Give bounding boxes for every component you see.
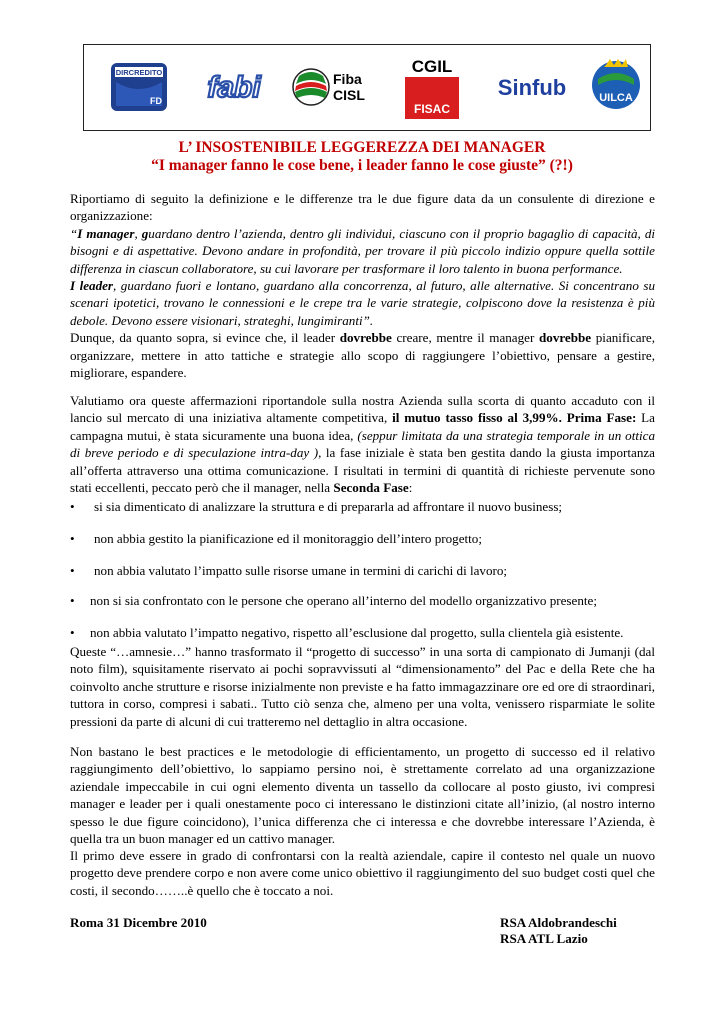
sinfub-label: Sinfub	[497, 75, 567, 100]
prima-fase-label: Prima Fase:	[566, 410, 637, 426]
bullet-dot: •	[70, 625, 75, 640]
sinfub-logo	[492, 59, 572, 115]
fiba-cisl-logo	[289, 59, 369, 115]
bullet-text: non abbia valutato l’impatto sulle risorse umane in termini di carichi di lavoro;	[94, 563, 508, 578]
dovrebbe-2: dovrebbe	[538, 330, 592, 346]
logo-header	[83, 44, 651, 131]
fiba-label: Fiba	[333, 71, 362, 87]
bullet-text: si sia dimenticato di analizzare la struttura e di prepararla ad affrontare il nuovo business;	[94, 499, 563, 514]
cisl-label: CISL	[333, 87, 365, 103]
page-title: L’ INSOSTENIBILE LEGGEREZZA DEI MANAGER	[178, 139, 546, 156]
evaluation-paragraph	[70, 392, 655, 496]
dunque-sentence	[70, 329, 655, 381]
uilca-logo	[588, 55, 644, 117]
manager-text: uardano dentro l’azienda, dentro gli individui, ciascuno con il proprio bagaglio di capacità, di bisogni e di aspettative. Devono andare in profondità, per trovare il più piccolo indizio oppure quella sottile differenza in ciascun collaboratore, su cui lavorare per trasformare il loro talento in buona performance.	[70, 225, 656, 276]
fisac-label: FISAC	[414, 102, 450, 116]
p2-c: , la fase iniziale è stata ben gestita dando la giusta importanza all’offerta attraverso una ottima comunicazione. I risultati in termini di quantità di richieste pervenute sono stati eccellenti, peccato però che il manager, nella	[70, 445, 655, 496]
dovrebbe-1: dovrebbe	[339, 330, 392, 346]
p2-a: Valutiamo ora queste affermazioni riportandole sulla nostra Azienda sulla scorta di quanto accaduto con il lancio sul mercato di una iniziativa altamente competitiva,	[70, 393, 655, 426]
p2-italic: (seppur limitata da una strategia temporale in un ottica di breve periodo e di speculazione intra-day )	[70, 427, 655, 461]
p2-b: La campagna mutui, è stata sicuramente una buona idea,	[70, 410, 655, 443]
manager-open-quote: “	[70, 225, 78, 241]
bullet-dot: •	[70, 531, 75, 546]
signature-2: RSA ATL Lazio	[500, 931, 588, 946]
p3-text: Queste “…amnesie…” hanno trasformato il “progetto di successo” in una sorta di campionato di Jumanji (dal noto film), squisitamente riservato ai pochi sopravvissuti al “dimensionamento” del Pac e della Rete che ha coinvolto anche strutture e risorse inizialmente non previste e ha fatto immagazzinare ore ed ore di straordinari, tuttora in corso, compresi i sabati.. Tutto ciò senza che, almeno per una volta, venissero risparmiate le solite pressioni da parte di alcuni di cui tratteremo nel dettaglio in altra occasione.	[70, 644, 655, 729]
definitions-intro: Riportiamo di seguito la definizione e le differenze tra le due figure data da un consulente di direzione e organizzazione:	[70, 191, 655, 224]
manager-definition	[70, 225, 655, 277]
dircredito-label: DIRCREDITO	[115, 68, 163, 77]
leader-definition	[70, 277, 655, 329]
dunque-b: creare, mentre il manager	[391, 330, 539, 346]
conclusion-paragraph	[70, 847, 655, 899]
cgil-label: CGIL	[411, 57, 453, 76]
p2-d: :	[408, 480, 413, 496]
bullet-text: non abbia gestito la pianificazione ed il monitoraggio dell’intero progetto;	[94, 531, 482, 546]
bullet-dot: •	[70, 593, 75, 608]
mutuo-highlight: il mutuo tasso fisso al 3,99%.	[392, 410, 562, 426]
best-practices-paragraph	[70, 743, 655, 847]
manager-term: I manager	[77, 225, 135, 241]
signature-1: RSA Aldobrandeschi	[500, 915, 617, 930]
fabi-label: fabi	[207, 71, 261, 104]
p4-text: Non bastano le best practices e le metodologie di efficientamento, un progetto di successo ed il relativo raggiungimento dell’obiettivo, lo sappiamo persino noi, è strettamente correlato ad una organizzazione aziendale impeccabile in cui ogni elemento diventa un tassello da collocare al posto giusto, ivi compresi manager e leader per i quali onestamente poco ci interessano le distinzioni citate all’inizio, (al nostro interno spesso le due figure coincidono), l’unica differenza che ci interessa e che dovrebbe interessare l’Azienda, è quella tra un buon manager ed un cattivo manager.	[70, 744, 655, 847]
bullet-dot: •	[70, 563, 75, 578]
date-line: Roma 31 Dicembre 2010	[70, 915, 207, 930]
bullet-dot: •	[70, 499, 75, 514]
dircredito-sub: FD	[150, 96, 162, 106]
dunque-c: pianificare, organizzare, mettere in atto tattiche e strategie allo scopo di raggiungere l’obiettivo, pensare a gestire, migliorare, espandere.	[70, 330, 656, 381]
bullet-text: non si sia confrontato con le persone che operano all’interno del modello organizzativo presente;	[90, 593, 597, 608]
bullet-text: non abbia valutato l’impatto negativo, rispetto all’esclusione dal progetto, sulla clientela già esistente.	[90, 625, 624, 640]
p5-text: Il primo deve essere in grado di confrontarsi con la realtà aziendale, capire il contesto nel quale un nuovo progetto deve prendere corpo e non avere come unico obiettivo il raggiungimento del suo budget costi quel che costi, il secondo……..è quello che è toccato a noi.	[70, 848, 655, 898]
manager-comma: ,	[134, 225, 142, 241]
manager-g: g	[141, 225, 149, 241]
dircredito-logo	[110, 59, 168, 115]
amnesie-paragraph	[70, 643, 655, 730]
leader-term: I leader	[70, 278, 114, 294]
cgil-fisac-logo	[402, 55, 462, 121]
dunque-a: Dunque, da quanto sopra, si evince che, il leader	[70, 330, 340, 346]
leader-text: , guardano fuori e lontano, guardano alla concorrenza, al futuro, alle alternative. Si concentrano su scenari ipotetici, trovano le connessioni e le crepe tra le varie strategie, colpiscono dove la resistenza è più debole. Devono essere visionari, strateghi, lungimiranti”.	[70, 278, 655, 328]
page-subtitle: “I manager fanno le cose bene, i leader fanno le cose giuste” (?!)	[151, 157, 573, 174]
seconda-fase-label: Seconda Fase	[333, 480, 409, 496]
uilca-label: UILCA	[599, 92, 633, 104]
definitions-paragraph	[70, 190, 655, 381]
fabi-logo	[199, 59, 269, 115]
